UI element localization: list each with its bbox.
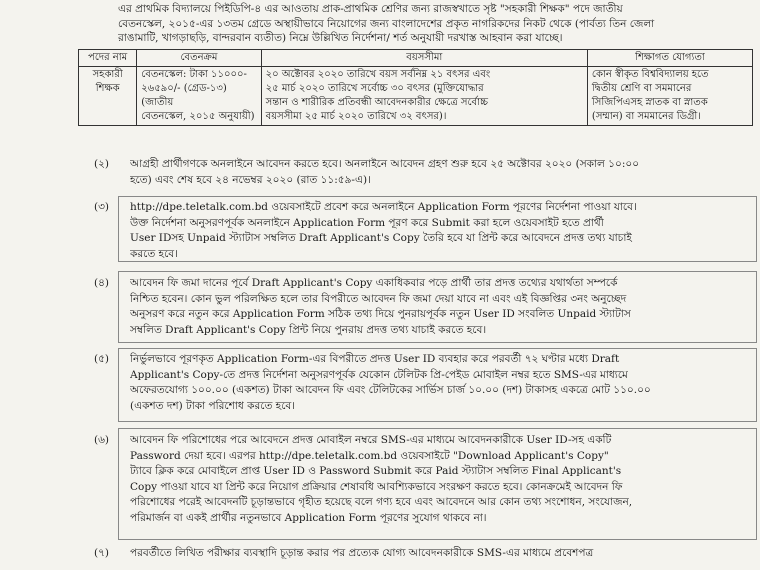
list-item xyxy=(78,546,753,566)
header-age-limit: বয়সসীমা xyxy=(261,50,587,67)
item-line: নিশ্চিত হবেন। কোন ভুল পরিলক্ষিত হলে তার বিপরীতে আবেদন ফি জমা দেয়া যাবে না এবং এই বিজ্ঞপ্তির ৩নং অনুচ্ছেদ xyxy=(130,292,627,305)
cell-line: ২৫ মার্চ ২০২০ তারিখে সর্বোচ্চ ৩০ বৎসর (মুক্তিযোদ্ধার xyxy=(265,83,484,94)
header-salary: বেতনক্রম xyxy=(137,50,261,67)
item-line: আবেদন ফি জমা দানের পূর্বে Draft Applicant's Copy একাধিকবার পড়ে প্রার্থী তার প্রদত্ত তথ্যের যথার্থতা সম্পর্কে xyxy=(130,277,618,289)
item-line: আগ্রহী প্রার্থীগণকে অনলাইনে আবেদন করতে হবে। অনলাইনে আবেদন গ্রহণ শুরু হবে ২৫ অক্টোবর ২০২০ (সকাল ১০:০০ xyxy=(130,158,640,170)
item-number: (৪) xyxy=(94,277,110,289)
cell-qualification xyxy=(587,67,752,126)
cell-line: বেতনস্কেল: টাকা ১১০০০- xyxy=(141,69,247,80)
item-line: Applicant's Copy-তে প্রদত্ত নির্দেশনা অনুসরণপূর্বক যেকোন টেলিটক প্রি-পেইড মোবাইল নম্বর হতে SMS-এর মাধ্যমে xyxy=(130,368,628,381)
item-line: আবেদন ফি পরিশোধের পরে আবেদনে প্রদত্ত মোবাইল নম্বরে SMS-এর মাধ্যমে আবেদনকারীকে User ID-সহ একটি xyxy=(130,434,612,446)
intro-line: বেতনস্কেল, ২০১৫-এর ১৩তম গ্রেডে অস্থায়ীভাবে নিয়োগের জন্য বাংলাদেশের প্রকৃত নাগরিকদের নিকট থেকে (পার্বত্য তিন জেলা xyxy=(118,17,655,30)
item-line: (একশত দশ) টাকা পরিশোধ করতে হবে। xyxy=(130,399,296,412)
item-line: http://dpe.teletalk.com.bd ওয়েবসাইটে প্রবেশ করে অনলাইনে Application Form পূরণের নির্দেশনা পাওয়া যাবে। xyxy=(130,201,637,213)
cell-line: বেতনস্কেল, ২০১৫ অনুযায়ী) xyxy=(141,111,255,122)
item-line: Password দেয়া হবে। এরপর http://dpe.teletalk.com.bd ওয়েবসাইটে "Download Applicant's Copy" xyxy=(130,449,609,462)
item-line: অনুসরণ করে নতুন করে Application Form সঠিক তথ্য দিয়ে পুনরায়পূর্বক নতুন User ID সংবলিত Unpaid স্ট্যাটাস xyxy=(130,308,631,320)
item-line: পরিমার্জন বা একই প্রার্থীর নতুনভাবে Application Form পূরণের সুযোগ থাকবে না। xyxy=(130,511,487,524)
item-text xyxy=(130,352,750,414)
item-text xyxy=(130,546,750,562)
intro-paragraph xyxy=(118,2,748,46)
item-line: ট্যাবে ক্লিক করে মোবাইলে প্রাপ্ত User ID ও Password Submit করে Paid স্ট্যাটাস সম্বলিত Final Applicant's xyxy=(130,465,622,477)
list-item xyxy=(78,200,753,262)
table-row xyxy=(79,67,753,126)
list-item xyxy=(78,433,753,533)
item-number: (৫) xyxy=(94,353,110,365)
item-line: নির্ভুলভাবে পূরণকৃত Application Form-এর বিপরীতে প্রদত্ত User ID ব্যবহার করে পরবর্তী ৭২ ঘণ্টার মধ্যে Draft xyxy=(130,353,620,365)
list-item xyxy=(78,276,753,340)
cell-line: ২৬৫৯০/- (গ্রেড-১৩) (জাতীয় xyxy=(141,83,227,108)
item-number: (২) xyxy=(94,158,110,170)
cell-line: সন্তান ও শারীরিক প্রতিবন্ধী আবেদনকারীর ক্ষেত্রে সর্বোচ্চ xyxy=(265,97,489,108)
item-line: পরিশোধের পরেই আবেদনটি চূড়ান্তভাবে গৃহীত হয়েছে বলে গণ্য হবে এবং আবেদনে আর কোন তথ্য সংশোধন, সংযোজন, xyxy=(130,496,633,508)
item-number: (৬) xyxy=(94,434,110,446)
item-text xyxy=(130,433,750,526)
cell-age-limit xyxy=(261,67,587,126)
cell-line: সিজিপিএসহ স্নাতক বা স্নাতক xyxy=(591,97,708,108)
cell-line: (সম্মান) বা সমমানের ডিগ্রী। xyxy=(591,111,701,122)
item-line: উক্ত নির্দেশনা অনুসরণপূর্বক অনলাইনে Application Form পূরণ করে Submit করা হলে ওয়েবসাইট হতে প্রার্থী xyxy=(130,216,604,229)
header-post-name: পদের নাম xyxy=(79,50,137,67)
header-qualification: শিক্ষাগত যোগ্যতা xyxy=(587,50,752,67)
item-number: (৭) xyxy=(94,547,110,559)
cell-line: ২০ অক্টোবর ২০২০ তারিখে বয়স সর্বনিম্ন ২১ বৎসর এবং xyxy=(265,69,491,80)
item-text xyxy=(130,200,750,262)
item-line: হতে) এবং শেষ হবে ২৪ নভেম্বর ২০২০ (রাত ১১:৫৯-এ)। xyxy=(130,173,371,186)
item-line: করতে হবে। xyxy=(130,247,178,260)
item-line: পরবর্তীতে লিখিত পরীক্ষার ব্যবস্থাদি চূড়ান্ত করার পর প্রত্যেক যোগ্য আবেদনকারীকে SMS-এর মাধ্যমে প্রবেশপত্র xyxy=(130,547,594,559)
item-text xyxy=(130,276,750,338)
item-line: অফেরতযোগ্য ১০০.০০ (একশত) টাকা আবেদন ফি এবং টেলিটকের সার্ভিস চার্জ ১০.০০ (দশ) টাকাসহ একত্রে মোট ১১০.০০ xyxy=(130,384,651,396)
cell-line: দ্বিতীয় শ্রেণি বা সমমানের xyxy=(591,83,692,94)
intro-line: এর প্রাথমিক বিদ্যালয়ে পিইডিপি-৪ এর আওতায় প্রাক-প্রাথমিক শ্রেণির জন্য রাজস্বখাতে সৃষ্ট "সহকারী শিক্ষক" পদে জাতীয় xyxy=(118,3,623,15)
item-number: (৩) xyxy=(94,201,110,213)
item-line: User IDসহ Unpaid স্ট্যাটাস সম্বলিত Draft Applicant's Copy তৈরি হবে যা প্রিন্ট করে আবেদনে প্রদত্ত তথ্য যাচাই xyxy=(130,232,632,244)
intro-line: রাঙামাটি, খাগড়াছড়ি, বান্দরবান ব্যতীত) নিম্নে উল্লিখিত নির্দেশনা/ শর্ত অনুযায়ী দরখাস্ত আহবান করা যাচ্ছে। xyxy=(118,32,563,44)
cell-line: বয়সসীমা ২৫ মার্চ ২০২০ তারিখে ৩২ বৎসর)। xyxy=(265,111,447,122)
cell-line: সহকারী xyxy=(92,69,123,80)
list-item xyxy=(78,352,753,418)
cell-line: শিক্ষক xyxy=(95,83,120,94)
item-line: Copy পাওয়া যাবে যা প্রিন্ট করে নিয়োগ প্রক্রিয়ার শেষাবধি আবশ্যিকভাবে সংরক্ষণ করতে হবে। কোনক্রমেই আবেদন ফি xyxy=(130,480,623,493)
cell-line: কোন স্বীকৃত বিশ্ববিদ্যালয় হতে xyxy=(591,69,709,80)
list-item xyxy=(78,157,753,191)
post-table xyxy=(78,49,753,126)
post-table-header xyxy=(79,50,753,67)
item-line: সম্বলিত Draft Applicant's Copy প্রিন্ট নিয়ে পুনরায় প্রদত্ত তথ্য যাচাই করতে হবে। xyxy=(130,323,487,336)
cell-salary xyxy=(137,67,261,126)
item-text xyxy=(130,157,750,188)
cell-post-name xyxy=(79,67,137,126)
